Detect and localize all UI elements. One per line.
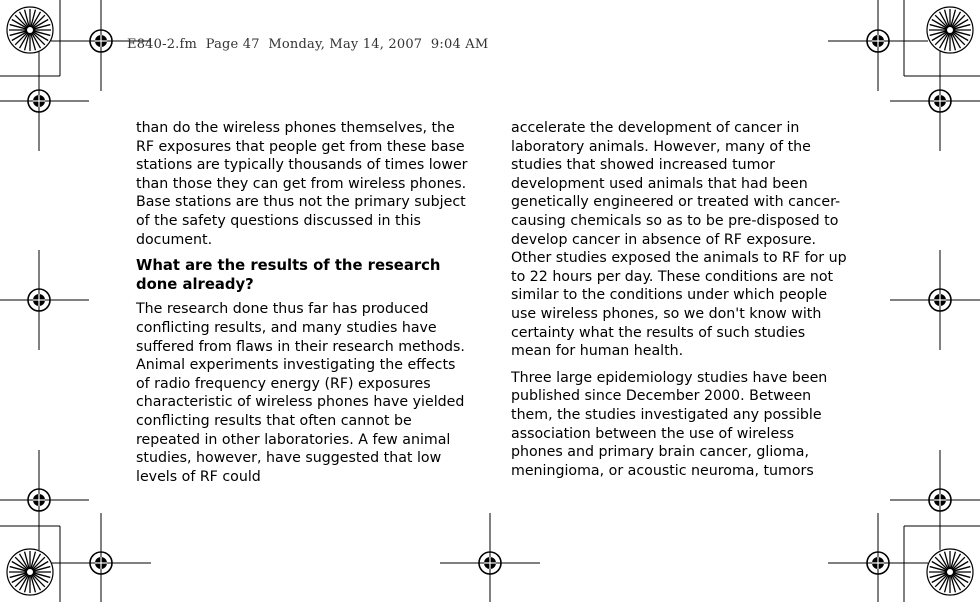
registration-mark-icon xyxy=(51,513,151,602)
section-heading: What are the results of the research done already? xyxy=(136,257,441,293)
star-target-icon xyxy=(7,549,53,595)
star-target-icon xyxy=(927,549,973,595)
registration-mark-icon xyxy=(0,450,89,550)
paragraph: accelerate the development of cancer in laboratory animals. However, many of the studies that showed increased tumor development used animals that had been genetically engineered or treated with cancer-causing chemicals so as to be pre-disposed to develop cancer in absence of RF exposure. Other studies exposed the animals to RF for up to 22 hours per day. These conditions are not similar to the conditions under which people use wireless phones, so we don't know with certainty what the results of such studies mean for human health. xyxy=(511,120,847,360)
paragraph: than do the wireless phones themselves, the RF exposures that people get from these base stations are typically thousands of times lower than those they can get from wireless phones. Base stations are thus not the primary subject of the safety questions discussed in this document. xyxy=(136,120,468,248)
star-target-icon xyxy=(7,7,53,53)
registration-mark-icon xyxy=(0,51,89,151)
star-target-icon xyxy=(927,7,973,53)
left-column xyxy=(136,119,472,494)
paragraph: The research done thus far has produced conflicting results, and many studies have suffered from flaws in their research methods. Animal experiments investigating the effects of radio frequency energy (RF) exposures characteristic of wireless phones have yielded conflicting results that often cannot be repeated in other laboratories. A few animal studies, however, have suggested that low levels of RF could xyxy=(136,301,465,485)
registration-mark-icon xyxy=(440,513,540,602)
paragraph: Three large epidemiology studies have been published since December 2000. Between them, the studies investigated any possible association between the use of wireless phones and primary brain cancer, glioma, meningioma, or acoustic neuroma, tumors xyxy=(511,369,828,479)
registration-mark-icon xyxy=(828,0,928,91)
registration-mark-icon xyxy=(890,250,980,350)
print-header: E840-2.fm Page 47 Monday, May 14, 2007 9:04 AM xyxy=(127,37,489,52)
registration-mark-icon xyxy=(0,250,89,350)
right-column xyxy=(511,119,847,488)
